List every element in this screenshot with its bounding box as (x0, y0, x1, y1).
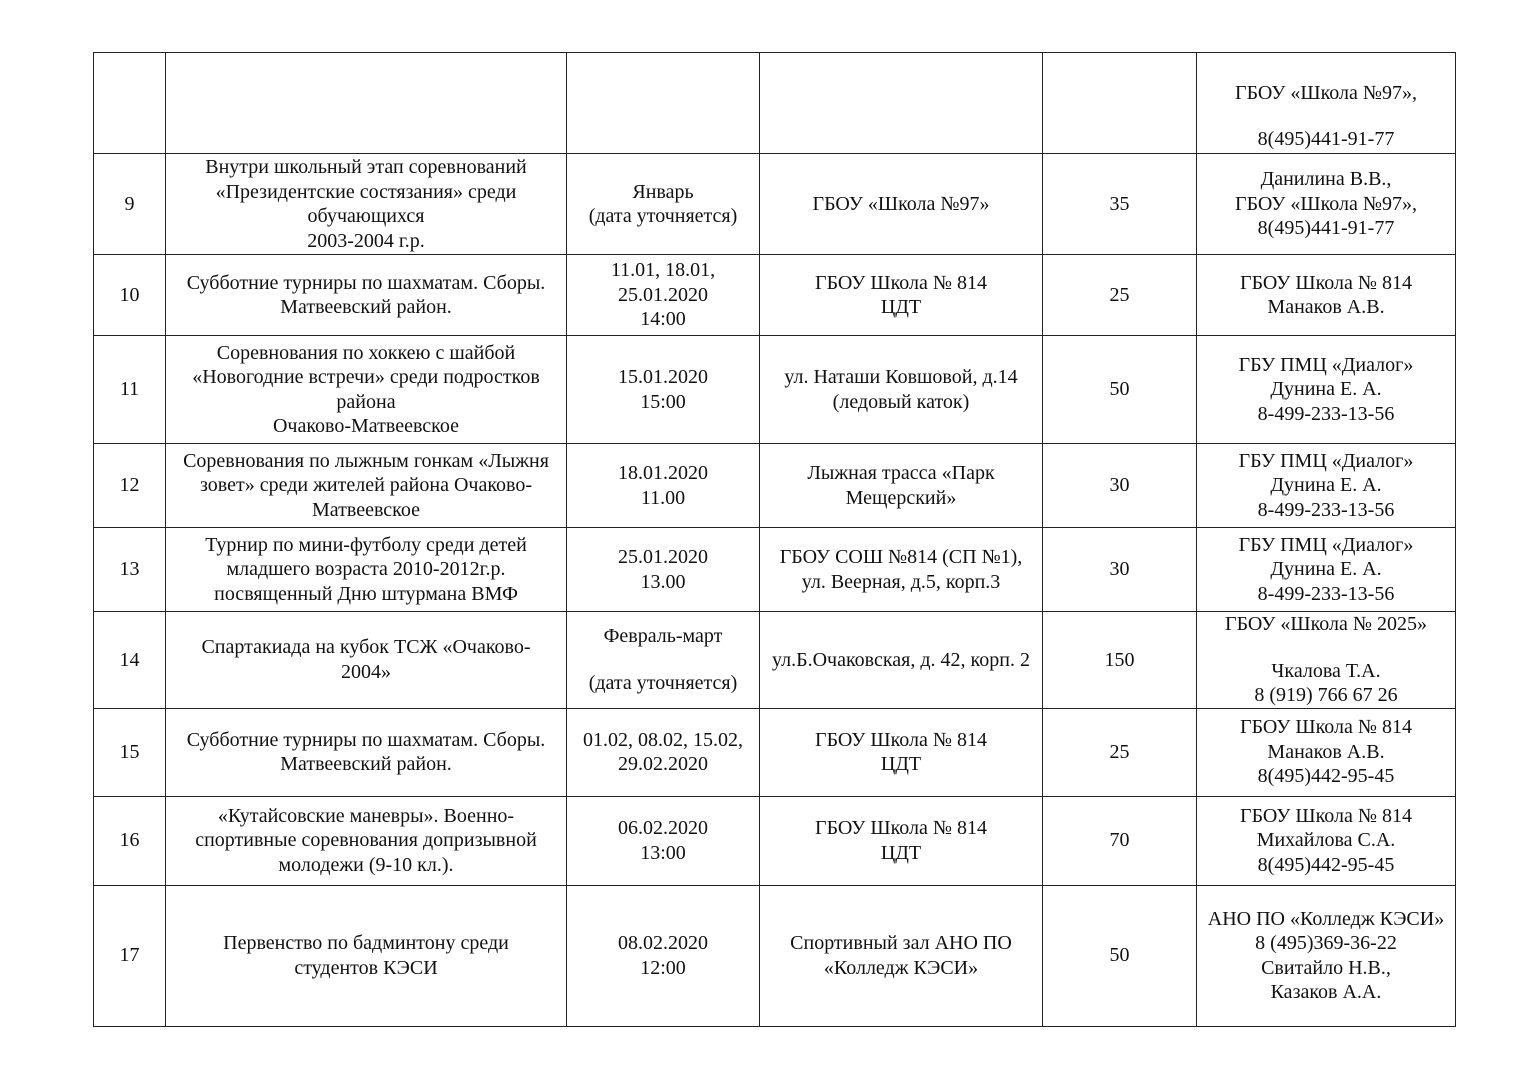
event-date-cell (567, 255, 760, 336)
contact-line: 8-499-233-13-56 (1257, 402, 1395, 425)
table-row (94, 444, 1456, 528)
contact-line: Дунина Е. А. (1270, 378, 1382, 401)
contact-cell (1197, 255, 1456, 336)
event-name-line: района (336, 390, 396, 413)
participants-count: 50 (1109, 378, 1130, 401)
contact-cell (1197, 612, 1456, 709)
contact-line (1199, 105, 1453, 127)
event-venue-line: ул.Б.Очаковская, д. 42, корп. 2 (772, 648, 1030, 671)
event-venue-cell (760, 255, 1043, 336)
event-venue-cell (760, 796, 1043, 885)
event-name-line: Внутри школьный этап соревнований (205, 156, 527, 178)
contact-line: Данилина В.В., (1260, 168, 1392, 191)
contact-block (1199, 449, 1453, 523)
table-row (94, 885, 1456, 1026)
event-name-cell (166, 255, 567, 336)
row-number: 13 (119, 558, 140, 581)
event-venue-cell (760, 612, 1043, 709)
event-name-line: посвященный Дню штурмана ВМФ (214, 582, 518, 605)
event-venue-cell (760, 336, 1043, 444)
event-venue-cell (760, 708, 1043, 796)
participants-count: 30 (1109, 558, 1130, 581)
event-date-cell (567, 528, 760, 612)
event-name-cell (166, 796, 567, 885)
event-venue-line: «Колледж КЭСИ» (823, 956, 979, 979)
contact-block (1199, 81, 1453, 152)
event-venue-line: ул. Веерная, д.5, корп.3 (801, 570, 1001, 593)
event-date-line: 15:00 (640, 390, 686, 413)
event-name-line: Соревнования по хоккею с шайбой (216, 341, 516, 364)
event-date-line: 14:00 (640, 308, 686, 331)
contact-cell (1197, 336, 1456, 444)
contact-line: Казаков А.А. (1270, 981, 1382, 1003)
participants-cell (1043, 154, 1197, 255)
event-name-cell (166, 885, 567, 1026)
contact-line: Дунина Е. А. (1270, 474, 1382, 497)
event-date-line: 12:00 (640, 956, 686, 979)
event-date-line: Февраль-март (603, 625, 723, 648)
contact-line: 8(495)442-95-45 (1257, 765, 1395, 788)
event-venue-cell (760, 528, 1043, 612)
event-name-line: студентов КЭСИ (294, 956, 438, 979)
contact-cell (1197, 154, 1456, 255)
event-name-cell (166, 444, 567, 528)
event-name-line: Субботние турниры по шахматам. Сборы. (186, 271, 546, 294)
participants-count: 150 (1104, 648, 1135, 671)
row-number: 10 (119, 283, 140, 306)
event-date-cell (567, 796, 760, 885)
event-date-cell (567, 53, 760, 154)
table-row (94, 708, 1456, 796)
contact-line: АНО ПО «Колледж КЭСИ» (1207, 907, 1445, 930)
participants-count: 70 (1109, 829, 1130, 852)
event-date-line: 06.02.2020 (618, 817, 708, 839)
event-venue-cell (760, 154, 1043, 255)
event-date-line: 08.02.2020 (618, 932, 708, 954)
row-number-cell (94, 612, 166, 709)
event-name-line: Спартакиада на кубок ТСЖ «Очаково- (201, 636, 531, 659)
table-row (94, 154, 1456, 255)
event-venue-line: ГБОУ Школа № 814 (815, 728, 987, 751)
contact-line: ГБОУ Школа № 814 (1240, 271, 1412, 294)
event-name-line: спортивные соревнования допризывной (195, 829, 537, 852)
contact-block (1199, 167, 1453, 241)
event-date-line: 25.01.2020 (618, 283, 708, 306)
event-name-line: обучающихся (307, 205, 425, 227)
event-name-line: Субботние турниры по шахматам. Сборы. (186, 728, 546, 751)
participants-cell (1043, 796, 1197, 885)
event-name-cell (166, 612, 567, 709)
participants-count: 25 (1109, 283, 1130, 306)
event-date-cell (567, 336, 760, 444)
event-name-line: молодежи (9-10 кл.). (278, 853, 454, 876)
contact-line: 8(495)441-91-77 (1257, 128, 1395, 150)
row-number: 17 (119, 944, 140, 967)
contact-cell (1197, 53, 1456, 154)
event-date-line (569, 649, 757, 671)
event-name-cell (166, 53, 567, 154)
table-row (94, 255, 1456, 336)
participants-count: 30 (1109, 474, 1130, 497)
table-row (94, 796, 1456, 885)
participants-cell (1043, 53, 1197, 154)
contact-line: ГБУ ПМЦ «Диалог» (1238, 449, 1414, 472)
event-name-line: «Кутайсовские маневры». Военно- (217, 804, 515, 827)
event-name-line: «Президентские состязания» среди (215, 180, 517, 203)
event-name-line: Соревнования по лыжным гонкам «Лыжня (183, 449, 549, 472)
contact-line: ГБОУ «Школа №97», (1235, 192, 1417, 215)
row-number-cell (94, 336, 166, 444)
contact-line: ГБУ ПМЦ «Диалог» (1238, 533, 1414, 556)
row-number: 16 (119, 829, 140, 852)
row-number-cell (94, 885, 166, 1026)
contact-cell (1197, 444, 1456, 528)
event-venue-line: ул. Наташи Ковшовой, д.14 (784, 366, 1018, 388)
row-number: 9 (124, 192, 135, 215)
event-date-cell (567, 885, 760, 1026)
row-number: 11 (119, 378, 140, 401)
event-venue-line: ГБОУ СОШ №814 (СП №1), (779, 546, 1023, 568)
contact-line: Чкалова Т.А. (1271, 659, 1381, 682)
contact-line: Михайлова С.А. (1256, 829, 1396, 852)
event-venue-line: Мещерский» (845, 486, 957, 509)
contact-line: Дунина Е. А. (1270, 558, 1382, 581)
event-name-line: младшего возраста 2010-2012г.р. (226, 558, 506, 581)
contact-block (1199, 612, 1453, 708)
contact-cell (1197, 885, 1456, 1026)
event-name-line: Матвеевский район. (280, 296, 452, 318)
event-venue-line: ЦДТ (880, 753, 922, 775)
row-number-cell (94, 528, 166, 612)
event-date-line: 13:00 (640, 841, 686, 864)
table-row (94, 528, 1456, 612)
contact-line: Манаков А.В. (1267, 296, 1385, 318)
event-venue-line: Лыжная трасса «Парк (807, 462, 995, 484)
contact-line: 8 (495)369-36-22 (1255, 932, 1397, 954)
event-venue-line: ГБОУ «Школа №97» (812, 192, 990, 215)
event-name-cell (166, 154, 567, 255)
row-number: 12 (119, 474, 140, 497)
contact-block (1199, 715, 1453, 789)
event-name-cell (166, 336, 567, 444)
event-date-cell (567, 612, 760, 709)
participants-cell (1043, 708, 1197, 796)
table-row (94, 612, 1456, 709)
row-number: 14 (119, 648, 140, 671)
event-name-line: 2003-2004 г.р. (307, 229, 425, 252)
contact-line: ГБУ ПМЦ «Диалог» (1238, 353, 1414, 376)
event-date-line: 29.02.2020 (618, 753, 708, 775)
contact-line: 8(495)441-91-77 (1257, 217, 1395, 240)
row-number-cell (94, 255, 166, 336)
event-date-line: 25.01.2020 (618, 546, 708, 568)
participants-count: 35 (1109, 192, 1130, 215)
contact-line: 8-499-233-13-56 (1257, 498, 1395, 521)
event-date-line: Январь (632, 180, 694, 203)
contact-line (1199, 637, 1453, 659)
contact-line: ГБОУ «Школа № 2025» (1225, 613, 1427, 635)
contact-line: 8-499-233-13-56 (1257, 582, 1395, 605)
event-name-line: Матвеевское (312, 498, 420, 521)
event-date-line: (дата уточняется) (588, 671, 738, 694)
contact-line: Манаков А.В. (1267, 740, 1385, 763)
contact-line: ГБОУ «Школа №97», (1235, 81, 1417, 104)
participants-cell (1043, 528, 1197, 612)
row-number: 15 (119, 740, 140, 763)
event-date-line: 11.00 (640, 486, 686, 509)
event-date-line: (дата уточняется) (588, 205, 738, 227)
event-venue-line: ЦДТ (880, 841, 922, 864)
event-date-line: 18.01.2020 (618, 462, 708, 484)
contact-block (1199, 353, 1453, 427)
event-name-line: Очаково-Матвеевское (272, 415, 460, 437)
table-row (94, 53, 1456, 154)
event-name-line: Матвеевский район. (280, 753, 452, 775)
event-name-line: «Новогодние встречи» среди подростков (192, 366, 540, 388)
participants-cell (1043, 885, 1197, 1026)
event-name-cell (166, 708, 567, 796)
row-number-cell (94, 53, 166, 154)
contact-line: ГБОУ Школа № 814 (1240, 716, 1412, 739)
contact-cell (1197, 708, 1456, 796)
event-venue-line: ГБОУ Школа № 814 (815, 271, 987, 294)
contact-line: Свитайло Н.В., (1261, 956, 1391, 979)
participants-cell (1043, 336, 1197, 444)
contact-line: 8(495)442-95-45 (1257, 853, 1395, 876)
participants-count: 25 (1109, 740, 1130, 763)
event-venue-cell (760, 444, 1043, 528)
contact-block (1199, 533, 1453, 607)
event-date-cell (567, 444, 760, 528)
contact-cell (1197, 796, 1456, 885)
row-number-cell (94, 444, 166, 528)
event-venue-cell (760, 885, 1043, 1026)
event-venue-cell (760, 53, 1043, 154)
event-date-line: 13.00 (640, 570, 686, 593)
event-venue-line: ГБОУ Школа № 814 (815, 817, 987, 839)
event-date-cell (567, 708, 760, 796)
event-name-line: Первенство по бадминтону среди (223, 932, 509, 954)
contact-line: ГБОУ Школа № 814 (1240, 804, 1412, 827)
row-number-cell (94, 796, 166, 885)
event-venue-line: (ледовый каток) (832, 390, 970, 413)
participants-cell (1043, 612, 1197, 709)
contact-block (1199, 804, 1453, 878)
event-name-cell (166, 528, 567, 612)
row-number-cell (94, 708, 166, 796)
contact-cell (1197, 528, 1456, 612)
events-table-body (94, 53, 1456, 1027)
contact-block (1199, 907, 1453, 1005)
event-name-line: 2004» (341, 660, 391, 683)
events-table (93, 52, 1456, 1027)
contact-block (1199, 271, 1453, 320)
event-name-line: зовет» среди жителей района Очаково- (199, 474, 532, 497)
row-number-cell (94, 154, 166, 255)
participants-cell (1043, 255, 1197, 336)
event-date-line: 15.01.2020 (618, 366, 708, 388)
event-date-cell (567, 154, 760, 255)
contact-line: 8 (919) 766 67 26 (1254, 684, 1398, 706)
event-date-line: 01.02, 08.02, 15.02, (583, 728, 743, 751)
event-venue-line: Спортивный зал АНО ПО (790, 932, 1012, 954)
table-row (94, 336, 1456, 444)
event-name-line: Турнир по мини-футболу среди детей (205, 533, 527, 556)
participants-count: 50 (1109, 944, 1130, 967)
event-venue-line: ЦДТ (880, 296, 922, 318)
participants-cell (1043, 444, 1197, 528)
event-date-line: 11.01, 18.01, (610, 259, 716, 282)
